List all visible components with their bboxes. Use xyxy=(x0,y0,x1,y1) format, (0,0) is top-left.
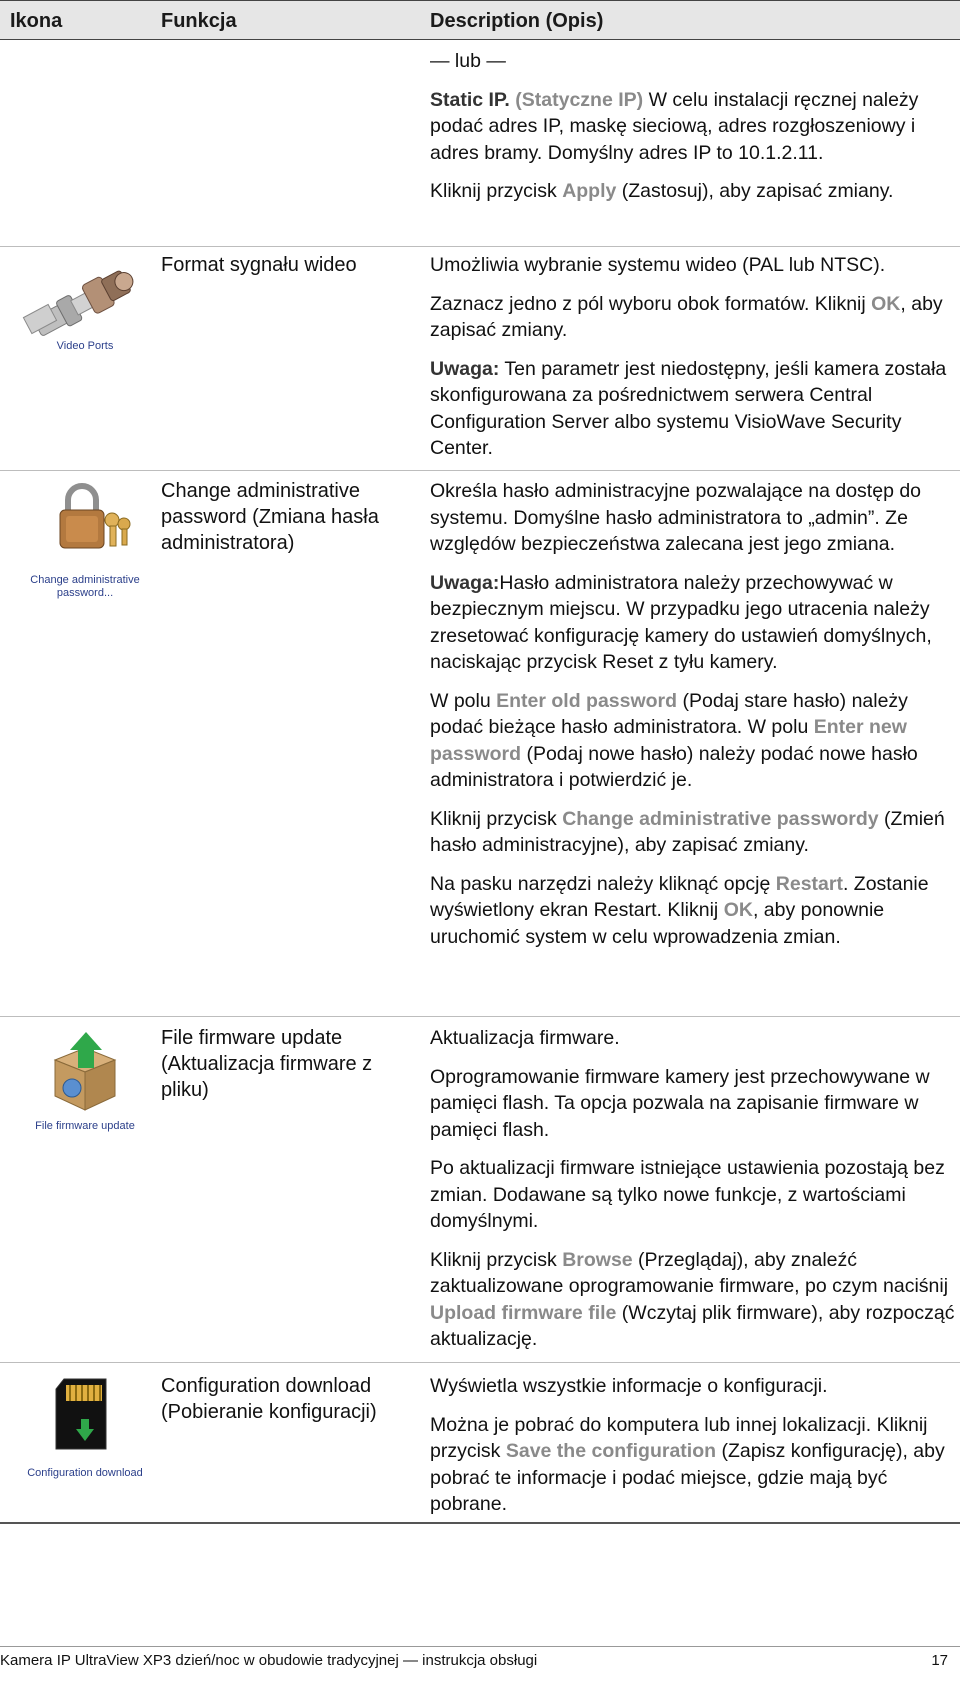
static-ip-term: Static IP. xyxy=(430,88,510,111)
row0-apply xyxy=(430,178,956,205)
table-header xyxy=(0,0,960,40)
footer-rule xyxy=(0,1646,960,1647)
padlock-keys-icon xyxy=(20,480,150,570)
row1-function: Format sygnału wideo xyxy=(161,254,357,276)
footer-title: Kamera IP UltraView XP3 dzień/noc w obudowie tradycyjnej — instrukcja obsługi xyxy=(0,1652,538,1669)
row1-p2-a: Zaznacz jedno z pól wyboru obok formatów. Kliknij xyxy=(430,292,872,315)
row2-note-text: Hasło administratora należy przechowywać w bezpiecznym miejscu. W przypadku jego utracenia należy zresetować konfigurację kamery do ustawień domyślnych, naciskając przycisk Reset z tyłu kamery. xyxy=(430,571,932,673)
row-divider xyxy=(0,1362,960,1363)
row0-apply-text-a: Kliknij przycisk xyxy=(430,180,563,202)
row4-function: Configuration download (Pobieranie konfiguracji) xyxy=(161,1375,377,1423)
row3-p4 xyxy=(430,1247,956,1353)
row0-static-ip xyxy=(430,87,956,167)
row2-p5-c: , aby ponownie uruchomić system w celu wprowadzenia zmian. xyxy=(430,899,885,948)
row2-p1: Określa hasło administracyjne pozwalające na dostęp do systemu. Domyślne hasło administratora to „admin”. Ze względów bezpieczeństwa zalecana jest jego zmiana. xyxy=(430,480,922,555)
row2-p5 xyxy=(430,871,956,951)
note-label: Uwaga: xyxy=(430,357,500,380)
row1-p2-b: , aby zapisać zmiany. xyxy=(430,292,943,341)
save-configuration-term: Save the configuration xyxy=(505,1440,717,1462)
row1-p2 xyxy=(430,291,956,344)
change-password-term: Change administrative passwordy xyxy=(562,807,879,830)
row1-description xyxy=(430,252,956,462)
header-description-column: Description (Opis) xyxy=(430,10,604,32)
row3-function: File firmware update (Aktualizacja firmware z pliku) xyxy=(161,1027,373,1101)
upload-firmware-term: Upload firmware file xyxy=(430,1301,617,1324)
row4-p2-b: (Zapisz konfigurację), aby pobrać te informacje i podać miejsce, gdzie mają być pobrane. xyxy=(430,1440,945,1515)
firmware-box-icon xyxy=(20,1030,150,1120)
enter-new-password-term: Enter new password xyxy=(430,716,907,765)
row-divider xyxy=(0,470,960,471)
row2-p4 xyxy=(430,806,956,859)
config-download-label: Configuration download xyxy=(27,1467,143,1479)
row0-description xyxy=(430,48,956,205)
row2-function: Change administrative password (Zmiana hasła administratora) xyxy=(161,480,379,554)
row0-apply-text-b: (Zastosuj), aby zapisać zmiany. xyxy=(616,180,894,202)
row0-or-separator: — lub — xyxy=(430,50,506,72)
firmware-label: File firmware update xyxy=(35,1120,135,1132)
row2-p3 xyxy=(430,688,956,794)
ok-term: OK xyxy=(723,899,753,921)
row3-p4-b: (Przeglądaj), aby znaleźć zaktualizowane oprogramowanie firmware, po czym naciśnij xyxy=(430,1248,949,1297)
enter-old-password-term: Enter old password xyxy=(496,689,678,712)
row2-p3-c: (Podaj nowe hasło) należy podać nowe hasło administratora i potwierdzić je. xyxy=(430,742,918,791)
page-number: 17 xyxy=(931,1652,948,1669)
row3-p3: Po aktualizacji firmware istniejące ustawienia pozostają bez zmian. Dodawane są tylko nowe funkcje, z wartościami domyślnymi. xyxy=(430,1157,945,1232)
row3-p4-c: (Wczytaj plik firmware), aby rozpocząć aktualizację. xyxy=(430,1301,955,1350)
row4-p1: Wyświetla wszystkie informacje o konfiguracji. xyxy=(430,1375,828,1397)
row2-p5-a: Na pasku narzędzi należy kliknąć opcję xyxy=(430,872,776,895)
row3-description xyxy=(430,1025,956,1353)
ok-term: OK xyxy=(871,292,901,315)
static-ip-translation: (Statyczne IP) xyxy=(515,88,644,111)
firmware-icon-box xyxy=(20,1030,150,1132)
row4-p2 xyxy=(430,1412,956,1518)
table-bottom-border xyxy=(0,1522,960,1524)
apply-term: Apply xyxy=(562,180,617,202)
row1-note xyxy=(430,356,956,462)
header-function-column: Funkcja xyxy=(161,10,237,32)
row1-note-text: Ten parametr jest niedostępny, jeśli kamera została skonfigurowana za pośrednictwem serwera Central Configuration Server albo systemu VisioWave Security Center. xyxy=(430,357,947,459)
video-ports-label: Video Ports xyxy=(56,340,114,352)
row2-p3-a: W polu xyxy=(430,689,497,712)
header-icon-column: Ikona xyxy=(10,10,63,32)
row2-p4-a: Kliknij przycisk xyxy=(430,807,563,830)
row2-note xyxy=(430,570,956,676)
row1-p1: Umożliwia wybranie systemu wideo (PAL lub NTSC). xyxy=(430,254,886,276)
memory-card-download-icon xyxy=(20,1375,150,1465)
row2-p3-b: (Podaj stare hasło) należy podać bieżące hasło administratora. W polu xyxy=(430,689,908,738)
row-divider xyxy=(0,246,960,247)
row3-p4-a: Kliknij przycisk xyxy=(430,1248,563,1271)
row3-p2: Oprogramowanie firmware kamery jest przechowywane w pamięci flash. Ta opcja pozwala na zapisanie firmware w pamięci flash. xyxy=(430,1065,930,1141)
note-label: Uwaga: xyxy=(430,571,500,594)
row-divider xyxy=(0,1016,960,1017)
static-ip-text: W celu instalacji ręcznej należy podać adres IP, maskę sieciową, adres rozgłoszeniowy i adres bramy. Domyślny adres IP to 10.1.2.11. xyxy=(430,88,919,164)
config-download-icon-box xyxy=(20,1375,150,1479)
video-ports-icon-box xyxy=(20,250,150,360)
admin-password-icon-box xyxy=(20,480,150,599)
browse-term: Browse xyxy=(562,1248,633,1271)
restart-term: Restart xyxy=(775,872,843,895)
page-footer xyxy=(0,1652,960,1669)
row2-p5-b: . Zostanie wyświetlony ekran Restart. Kliknij xyxy=(430,872,929,921)
row2-p4-b: (Zmień hasło administracyjne), aby zapisać zmiany. xyxy=(430,807,945,856)
row2-description xyxy=(430,478,956,950)
row4-p2-a: Można je pobrać do komputera lub innej lokalizacji. Kliknij przycisk xyxy=(430,1413,928,1462)
row3-p1: Aktualizacja firmware. xyxy=(430,1027,620,1049)
admin-password-label: Change administrative password... xyxy=(30,574,140,599)
row4-description xyxy=(430,1373,956,1518)
